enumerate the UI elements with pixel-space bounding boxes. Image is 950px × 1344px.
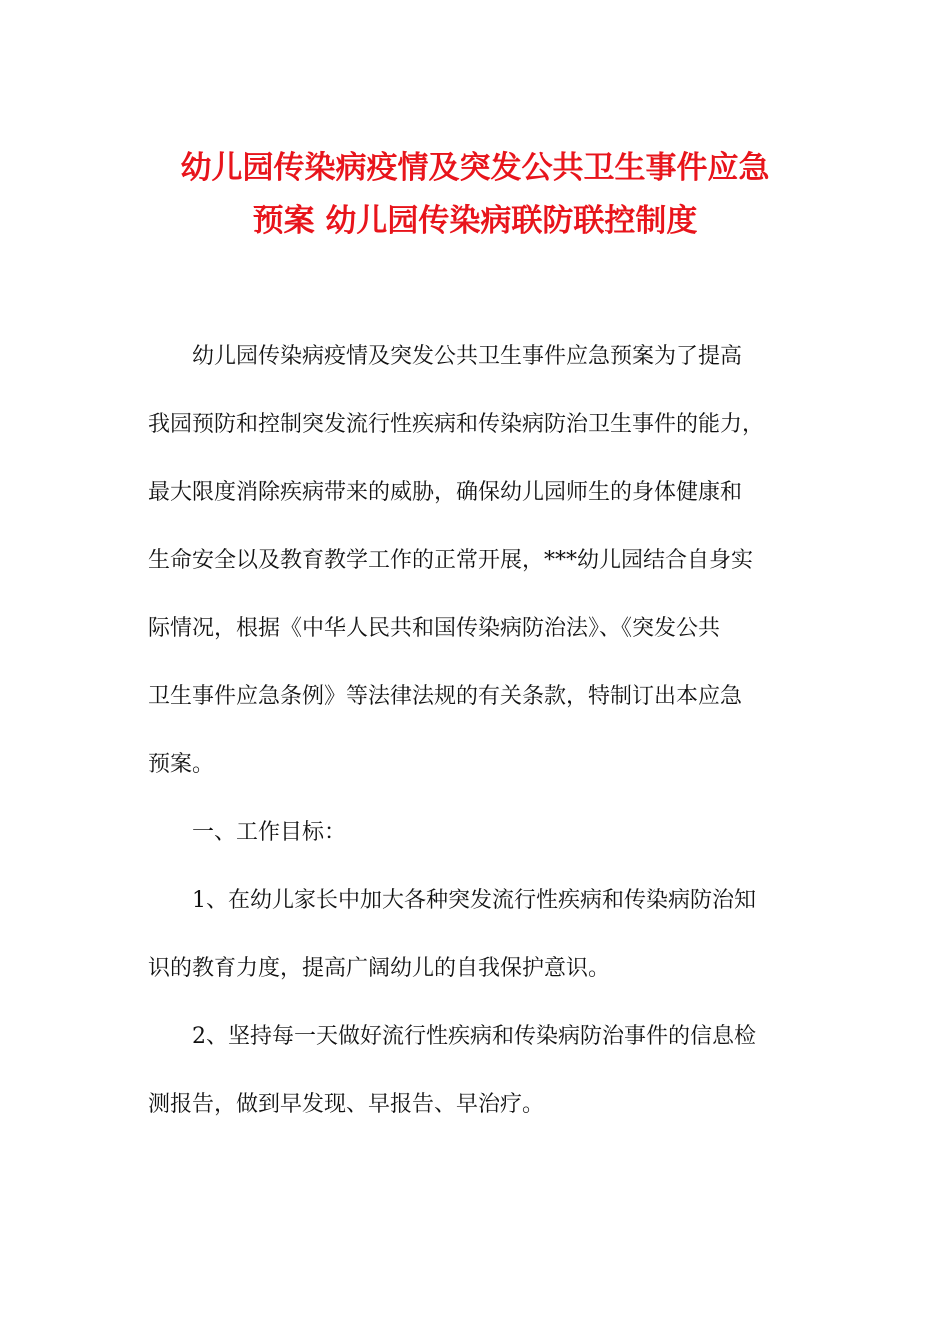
title-line-1: 幼儿园传染病疫情及突发公共卫生事件应急 — [180, 150, 770, 186]
paragraph-line: 2、坚持每一天做好流行性疾病和传染病防治事件的信息检 — [192, 1024, 756, 1049]
goal-item-2 — [148, 1003, 808, 1139]
paragraph-line: 幼儿园传染病疫情及突发公共卫生事件应急预案为了提高 — [192, 344, 743, 369]
paragraph-line: 我园预防和控制突发流行性疾病和传染病防治卫生事件的能力， — [148, 412, 765, 437]
section-heading-work-goals: 一、工作目标： — [192, 820, 347, 845]
paragraph-line: 卫生事件应急条例》等法律法规的有关条款，特制订出本应急 — [148, 684, 743, 709]
paragraph-line: 预案。 — [148, 752, 215, 777]
goal-item-1 — [148, 867, 808, 1003]
paragraph-line: 际情况，根据《中华人民共和国传染病防治法》、《突发公共 — [148, 616, 721, 641]
paragraph-line: 识的教育力度，提高广阔幼儿的自我保护意识。 — [148, 956, 611, 981]
document-body — [148, 323, 808, 1139]
paragraph-line: 1、在幼儿家长中加大各种突发流行性疾病和传染病防治知 — [192, 888, 756, 913]
document-title — [120, 142, 830, 248]
paragraph-line: 测报告，做到早发现、早报告、早治疗。 — [148, 1092, 545, 1117]
title-line-2: 预案 幼儿园传染病联防联控制度 — [252, 203, 698, 239]
paragraph-line: 生命安全以及教育教学工作的正常开展，***幼儿园结合自身实 — [148, 548, 754, 573]
intro-paragraph — [148, 323, 808, 799]
paragraph-line: 最大限度消除疾病带来的威胁，确保幼儿园师生的身体健康和 — [148, 480, 743, 505]
